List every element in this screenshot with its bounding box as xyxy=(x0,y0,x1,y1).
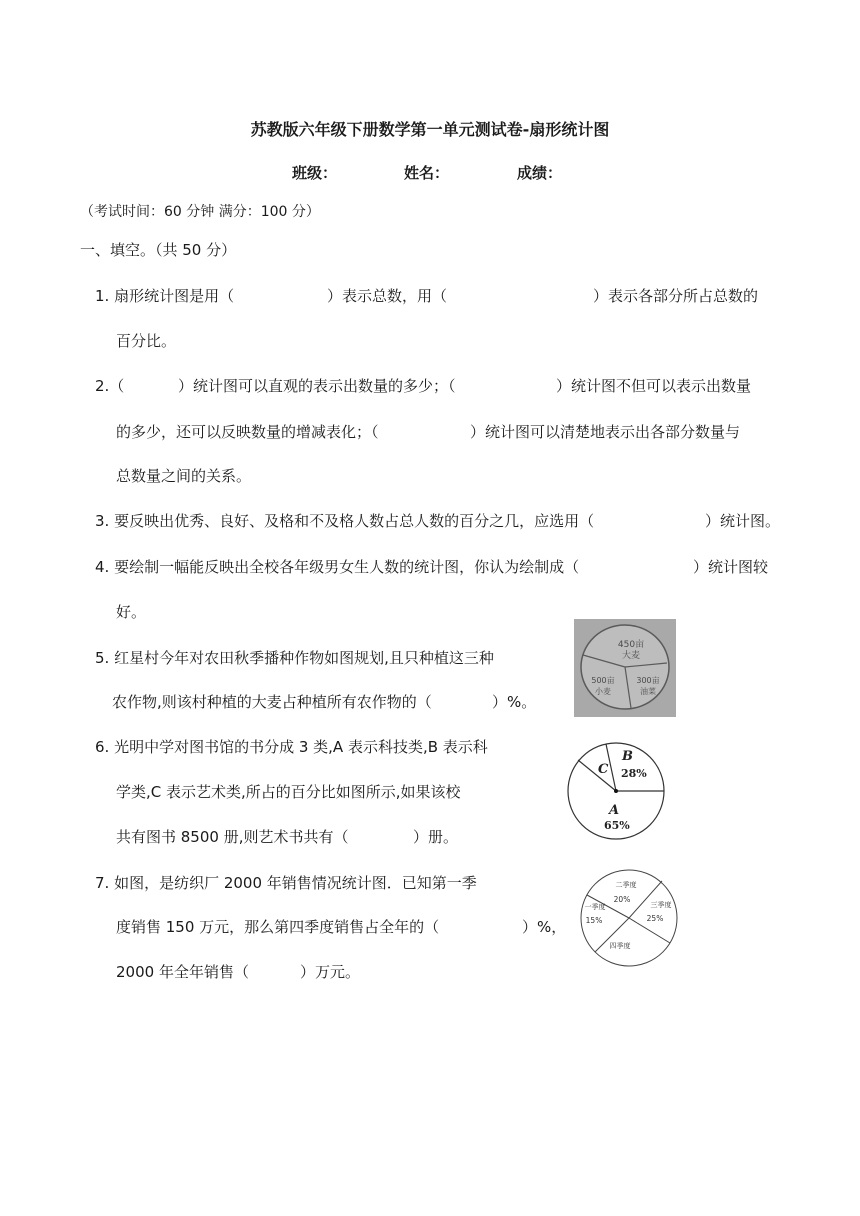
q5-slice-3-name: 小麦 xyxy=(595,687,611,696)
q7-pie-figure xyxy=(578,868,680,968)
exam-info: （考试时间：60 分钟 满分：100 分） xyxy=(80,204,320,220)
q7-q3-pct: 25% xyxy=(646,914,664,923)
q6-pie-figure xyxy=(564,740,676,842)
q2-text-f: 总数量之间的关系。 xyxy=(116,467,252,485)
q5-text-a: 5. 红星村今年对农田秋季播种作物如图规划,且只种植这三种 xyxy=(95,649,494,667)
q5-pie-chart xyxy=(574,619,676,717)
q1-text-d: 百分比。 xyxy=(116,332,177,350)
q2-text-c: ）统计图不但可以表示出数量 xyxy=(556,377,752,395)
q7-text-b: 度销售 150 万元，那么第四季度销售占全年的（ xyxy=(116,918,440,936)
q5-pie-figure xyxy=(574,619,676,717)
q5-text-b: 农作物,则该村种植的大麦占种植所有农作物的（ xyxy=(112,693,432,711)
q6-label-c: C xyxy=(598,762,609,777)
q7-q1-pct: 15% xyxy=(585,916,603,925)
q6-label-a-pct: 65% xyxy=(604,819,630,832)
q7-text-a: 7. 如图，是纺织厂 2000 年销售情况统计图．已知第一季 xyxy=(95,874,477,892)
section-heading: 一、填空。（共 50 分） xyxy=(80,241,237,259)
q6-text-c: 共有图书 8500 册,则艺术书共有（ xyxy=(116,828,349,846)
q7-text-d: 2000 年全年销售（ xyxy=(116,963,249,981)
q1-text-a: 1. 扇形统计图是用（ xyxy=(95,287,235,305)
q1-text-c: ）表示各部分所占总数的 xyxy=(593,287,759,305)
q7-text-c: ）%， xyxy=(522,918,567,936)
q5-slice-3-value: 500亩 xyxy=(591,676,615,685)
q6-pie-center xyxy=(614,789,618,793)
q5-slice-1-name: 大麦 xyxy=(621,651,641,661)
q7-q2-pct: 20% xyxy=(613,895,631,904)
q4-text-c: 好。 xyxy=(116,603,147,621)
q3-text-a: 3. 要反映出优秀、良好、及格和不及格人数占总人数的百分之几，应选用（ xyxy=(95,512,595,530)
name-label: 姓名： xyxy=(404,164,450,182)
q4-text-b: ）统计图较 xyxy=(693,558,769,576)
q7-q4-label: 四季度 xyxy=(609,942,631,950)
q6-text-b: 学类,C 表示艺术类,所占的百分比如图所示,如果该校 xyxy=(116,783,461,801)
class-label: 班级： xyxy=(292,164,338,182)
page-title: 苏教版六年级下册数学第一单元测试卷-扇形统计图 xyxy=(250,120,610,139)
q7-text-e: ）万元。 xyxy=(300,963,361,981)
q5-slice-1-value: 450亩 xyxy=(617,640,645,650)
q2-text-d: 的多少，还可以反映数量的增减表化；（ xyxy=(116,423,379,441)
q2-text-a: 2.（ xyxy=(95,377,125,395)
q3-text-b: ）统计图。 xyxy=(705,512,781,530)
q6-pie-chart xyxy=(564,740,676,842)
q5-text-c: ）%。 xyxy=(492,693,537,711)
q2-text-b: ）统计图可以直观的表示出数量的多少；（ xyxy=(178,377,456,395)
q6-label-b-pct: 28% xyxy=(621,767,647,780)
q1-text-b: ）表示总数，用（ xyxy=(327,287,448,305)
score-label: 成绩： xyxy=(517,164,563,182)
q5-slice-2-name: 油菜 xyxy=(640,687,656,696)
q6-label-a: A xyxy=(609,803,620,818)
q7-pie-chart xyxy=(578,868,680,968)
q4-text-a: 4. 要绘制一幅能反映出全校各年级男女生人数的统计图，你认为绘制成（ xyxy=(95,558,580,576)
q6-label-b: B xyxy=(622,749,633,764)
q6-text-d: ）册。 xyxy=(413,828,459,846)
q6-text-a: 6. 光明中学对图书馆的书分成 3 类,A 表示科技类,B 表示科 xyxy=(95,738,488,756)
q5-slice-2-value: 300亩 xyxy=(636,676,660,685)
q7-q2-label: 二季度 xyxy=(615,881,637,889)
q2-text-e: ）统计图可以清楚地表示出各部分数量与 xyxy=(470,423,741,441)
q7-q3-label: 三季度 xyxy=(650,901,672,909)
q7-q1-label: 一季度 xyxy=(584,903,606,911)
